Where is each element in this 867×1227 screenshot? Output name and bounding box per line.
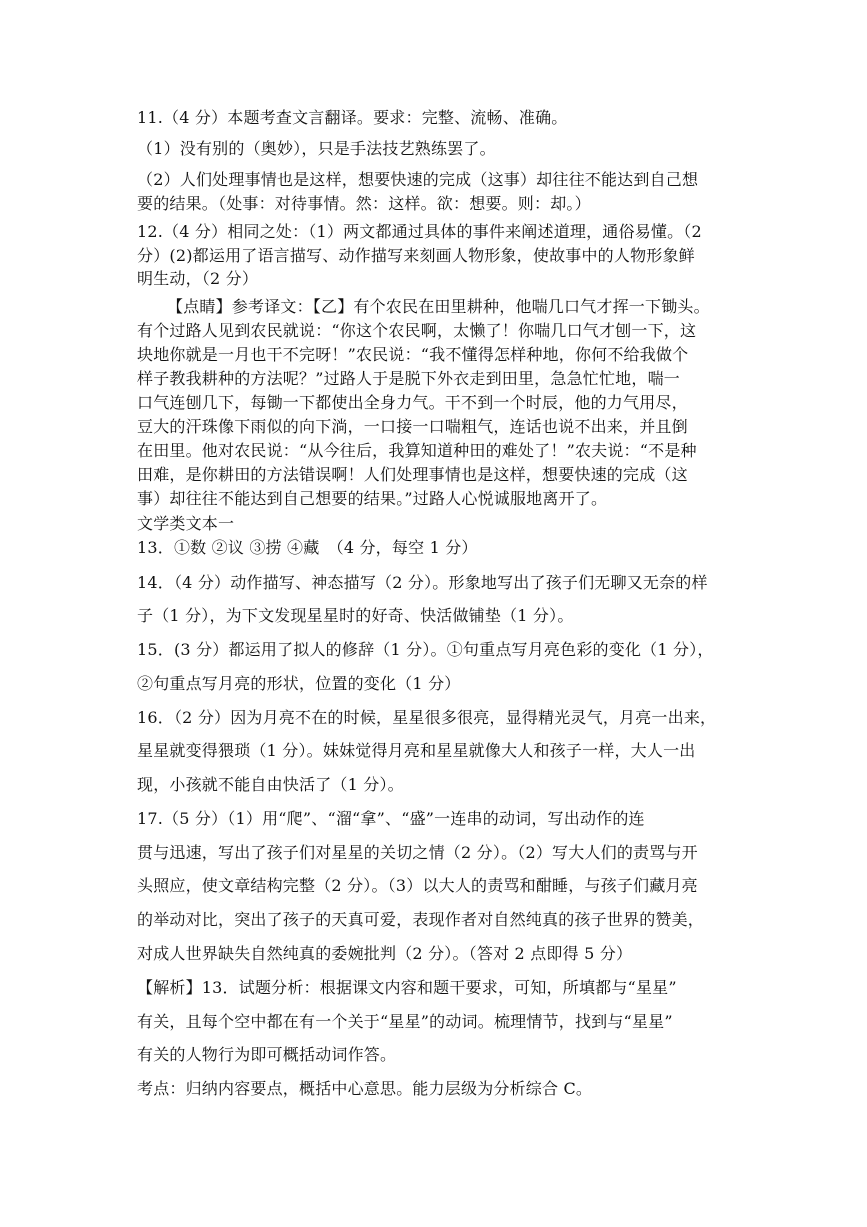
text-line: 豆大的汗珠像下雨似的向下淌，一口接一口喘粗气，连话也说不出来，并且倒 (137, 417, 688, 436)
text-line: 在田里。他对农民说：“从今往后，我算知道种田的难处了！”农夫说：“不是种 (137, 441, 697, 460)
text-line: 17.（5 分）（1）用“爬”、“溜“拿”、“盛”一连串的动词，写出动作的连 (137, 809, 645, 828)
text-line: 要的结果。（处事：对待事情。然：这样。欲：想要。则：却。） (137, 194, 591, 213)
text-line: 现，小孩就不能自由快活了（1 分）。 (137, 775, 404, 794)
text-line: 样子教我耕种的方法呢？”过路人于是脱下外衣走到田里，急急忙忙地，喘一 (137, 369, 680, 388)
text-line: 星星就变得猥琐（1 分）。妹妹觉得月亮和星星就像大人和孩子一样，大人一出 (137, 741, 696, 760)
analysis-line: 【解析】13．试题分析：根据课文内容和题干要求，可知，所填都与“星星” (137, 978, 677, 997)
text-line: ②句重点写月亮的形状，位置的变化（1 分） (137, 674, 461, 693)
text-line: 贯与迅速，写出了孩子们对星星的关切之情（2 分）。（2）写大人们的责骂与开 (137, 843, 698, 862)
text-line: 考点：归纳内容要点，概括中心意思。能力层级为分析综合 C。 (137, 1079, 593, 1098)
text-line: 【点睛】参考译文：【乙】有个农民在田里耕种，他喘几口气才挥一下锄头。 (167, 297, 710, 316)
text-line: （1）没有别的（奥妙），只是手法技艺熟练罢了。 (137, 139, 496, 158)
section-heading: 文学类文本一 (137, 514, 235, 533)
text-line: 明生动，（2 分） (137, 269, 259, 288)
text-line: 有关的人物行为即可概括动词作答。 (137, 1045, 397, 1064)
text-line: 13．①数 ②议 ③捞 ④藏 （4 分，每空 1 分） (137, 538, 478, 557)
text-line: 子（1 分），为下文发现星星时的好奇、快活做铺垫（1 分）。 (137, 606, 574, 625)
text-line: 15．(3 分）都运用了拟人的修辞（1 分）。①句重点写月亮色彩的变化（1 分）， (137, 640, 714, 659)
text-line: 14．（4 分）动作描写、神态描写（2 分）。形象地写出了孩子们无聊又无奈的样 (137, 573, 708, 592)
text-line: 有个过路人见到农民就说：“你这个农民啊，太懒了！你喘几口气才刨一下，这 (137, 321, 697, 340)
text-line: 分）(2)都运用了语言描写、动作描写来刻画人物形象，使故事中的人物形象鲜 (137, 246, 695, 265)
text-line: 田难，是你耕田的方法错误啊！人们处理事情也是这样，想要快速的完成（这 (137, 465, 688, 484)
text-line: 的举动对比，突出了孩子的天真可爱，表现作者对自然纯真的孩子世界的赞美， (137, 910, 705, 929)
text-line: 11.（4 分）本题考查文言翻译。要求：完整、流畅、准确。 (137, 108, 568, 127)
text-line: 事）却往往不能达到自己想要的结果。”过路人心悦诚服地离开了。 (137, 489, 608, 508)
text-line: 12.（4 分）相同之处：（1）两文都通过具体的事件来阐述道理，通俗易懂。（2 (137, 222, 702, 241)
text-line: 块地你就是一月也干不完呀！”农民说：“我不懂得怎样种地，你何不给我做个 (137, 345, 689, 364)
text-line: 口气连刨几下，每锄一下都使出全身力气。干不到一个时辰，他的力气用尽， (137, 393, 688, 412)
text-line: 有关，且每个空中都在有一个关于“星星”的动词。梳理情节，找到与“星星” (137, 1012, 673, 1031)
text-line: （2）人们处理事情也是这样，想要快速的完成（这事）却往往不能达到自己想 (137, 170, 699, 189)
text-line: 头照应，使文章结构完整（2 分）。（3）以大人的责骂和酣睡，与孩子们藏月亮 (137, 876, 698, 895)
text-line: 16．（2 分）因为月亮不在的时候，星星很多很亮，显得精光灵气，月亮一出来， (137, 708, 717, 727)
text-line: 对成人世界缺失自然纯真的委婉批判（2 分）。（答对 2 点即得 5 分） (137, 944, 633, 963)
